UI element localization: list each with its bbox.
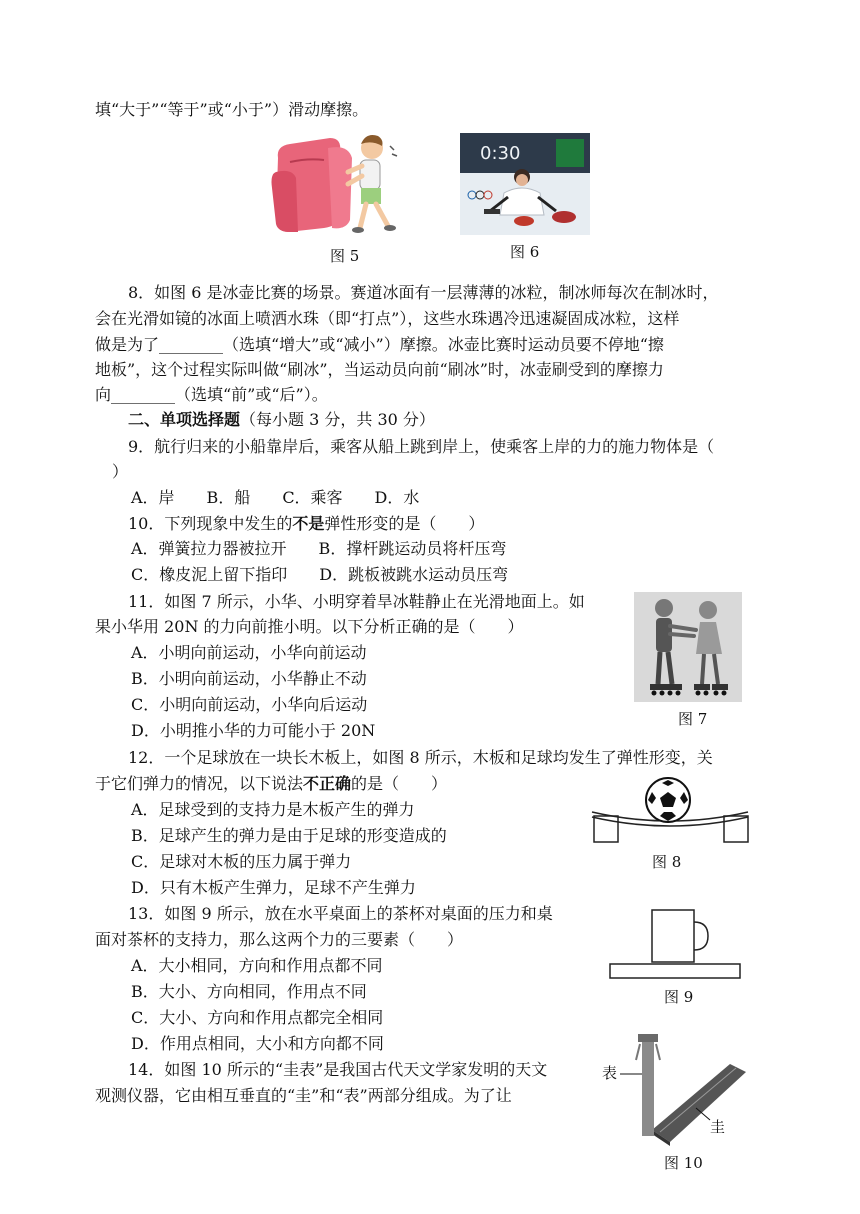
q11-option-a: A．小明向前运动，小华向前运动	[131, 643, 367, 662]
q10-stem	[128, 513, 484, 535]
q12-option-c: C．足球对木板的压力属于弹力	[131, 852, 352, 871]
figure-5-caption: 图 5	[330, 247, 360, 265]
q11-line-1: 11．如图 7 所示，小华、小明穿着旱冰鞋静止在光滑地面上。如	[128, 592, 585, 611]
q14-line-2: 观测仪器，它由相互垂直的“圭”和“表”两部分组成。为了让	[95, 1086, 512, 1105]
q13-option-a: A．大小相同，方向和作用点都不同	[131, 956, 383, 975]
q8-line-3: 做是为了________（选填“增大”或“减小”）摩擦。冰壶比赛时运动员要不停地“擦	[95, 335, 664, 354]
xiaoming-head	[699, 601, 717, 619]
q13-line-2: 面对茶杯的支持力，那么这两个力的三要素（ ）	[95, 930, 464, 949]
q8-line-5: 向________（选填“前”或“后”）。	[95, 385, 328, 404]
q12-option-d: D．只有木板产生弹力，足球不产生弹力	[131, 878, 416, 897]
figure-10-caption: 图 10	[664, 1154, 703, 1172]
figure-9-image	[604, 908, 744, 982]
q8-line-2: 会在光滑如镜的冰面上喷洒水珠（即“打点”），这些水珠遇冷迅速凝固成冰粒，这样	[95, 309, 680, 328]
q14-line-1: 14．如图 10 所示的“圭表”是我国古代天文学家发明的天文	[128, 1060, 548, 1079]
figure-8-caption: 图 8	[652, 853, 682, 871]
q11-option-c: C．小明向前运动，小华向后运动	[131, 695, 368, 714]
q9-options: A．岸 B．船 C．乘客 D．水	[131, 488, 420, 507]
q11-option-d: D．小明推小华的力可能小于 20N	[131, 721, 376, 740]
table-top	[610, 964, 740, 978]
tea-cup	[652, 910, 694, 962]
curling-stone	[514, 216, 534, 226]
q13-option-c: C．大小、方向和作用点都完全相同	[131, 1008, 384, 1027]
q12-line-1: 12．一个足球放在一块长木板上，如图 8 所示，木板和足球均发生了弹性形变，关	[128, 748, 713, 767]
xiaohua-head	[655, 599, 673, 617]
section-note: （每小题 3 分，共 30 分）	[240, 410, 435, 429]
athlete-body	[500, 188, 544, 215]
q10-options-row-1: A．弹簧拉力器被拉开 B．撑杆跳运动员将杆压弯	[131, 539, 507, 558]
figure-8-image	[590, 772, 750, 846]
broom-head	[484, 209, 500, 214]
q11-line-2: 果小华用 20N 的力向前推小明。以下分析正确的是（ ）	[95, 617, 524, 636]
soccer-ball	[646, 778, 690, 822]
figure-6-caption: 图 6	[510, 243, 540, 261]
label-gui: 圭	[710, 1118, 726, 1136]
section-title: 二、单项选择题	[128, 410, 241, 429]
q12-line-2	[95, 773, 447, 795]
q10-options-row-2: C．橡皮泥上留下指印 D．跳板被跳水运动员压弯	[131, 565, 509, 584]
q9-line-1: 9．航行归来的小船靠岸后，乘客从船上跳到岸上，使乘客上岸的力的施力物体是（	[128, 437, 715, 456]
q13-option-d: D．作用点相同，大小和方向都不同	[131, 1034, 384, 1053]
q13-option-b: B．大小、方向相同，作用点不同	[131, 982, 367, 1001]
q9-line-2: ）	[112, 462, 129, 481]
q10-stem-pre: 10．下列现象中发生的	[128, 514, 293, 533]
figure-10-image	[600, 1030, 750, 1148]
q12-line-2-post: 的是（ ）	[351, 774, 448, 793]
q8-line-4: 地板”，这个过程实际叫做“刷冰”，当运动员向前“刷冰”时，冰壶刷受到的摩擦力	[95, 360, 664, 379]
q10-emphasis: 不是	[292, 514, 325, 533]
q8-line-1: 8．如图 6 是冰壶比赛的场景。赛道冰面有一层薄薄的冰粒，制冰师每次在制冰时，	[128, 283, 719, 302]
sofa-side	[328, 147, 352, 228]
biao-pole	[642, 1038, 654, 1136]
q12-line-2-pre: 于它们弹力的情况，以下说法	[95, 774, 304, 793]
figure-5-image	[268, 128, 406, 240]
sofa-arm	[272, 171, 299, 232]
scoreboard-text: 0:30	[480, 143, 521, 164]
q12-option-b: B．足球产生的弹力是由于足球的形变造成的	[131, 826, 447, 845]
gui-ruler	[652, 1064, 746, 1142]
label-biao: 表	[602, 1064, 618, 1082]
cup-handle	[694, 922, 708, 950]
figure-6-image	[460, 133, 590, 235]
q12-option-a: A．足球受到的支持力是木板产生的弹力	[131, 800, 415, 819]
q12-emphasis: 不正确	[303, 774, 352, 793]
section-heading	[128, 409, 435, 431]
q11-option-b: B．小明向前运动，小华静止不动	[131, 669, 367, 688]
figure-9-caption: 图 9	[664, 988, 694, 1006]
continued-text: 填“大于”“等于”或“小于”）滑动摩擦。	[95, 100, 369, 119]
q10-stem-post: 弹性形变的是（ ）	[324, 514, 485, 533]
q13-line-1: 13．如图 9 所示，放在水平桌面上的茶杯对桌面的压力和桌	[128, 904, 553, 923]
figure-7-image	[634, 592, 742, 702]
figure-7-caption: 图 7	[678, 710, 708, 728]
